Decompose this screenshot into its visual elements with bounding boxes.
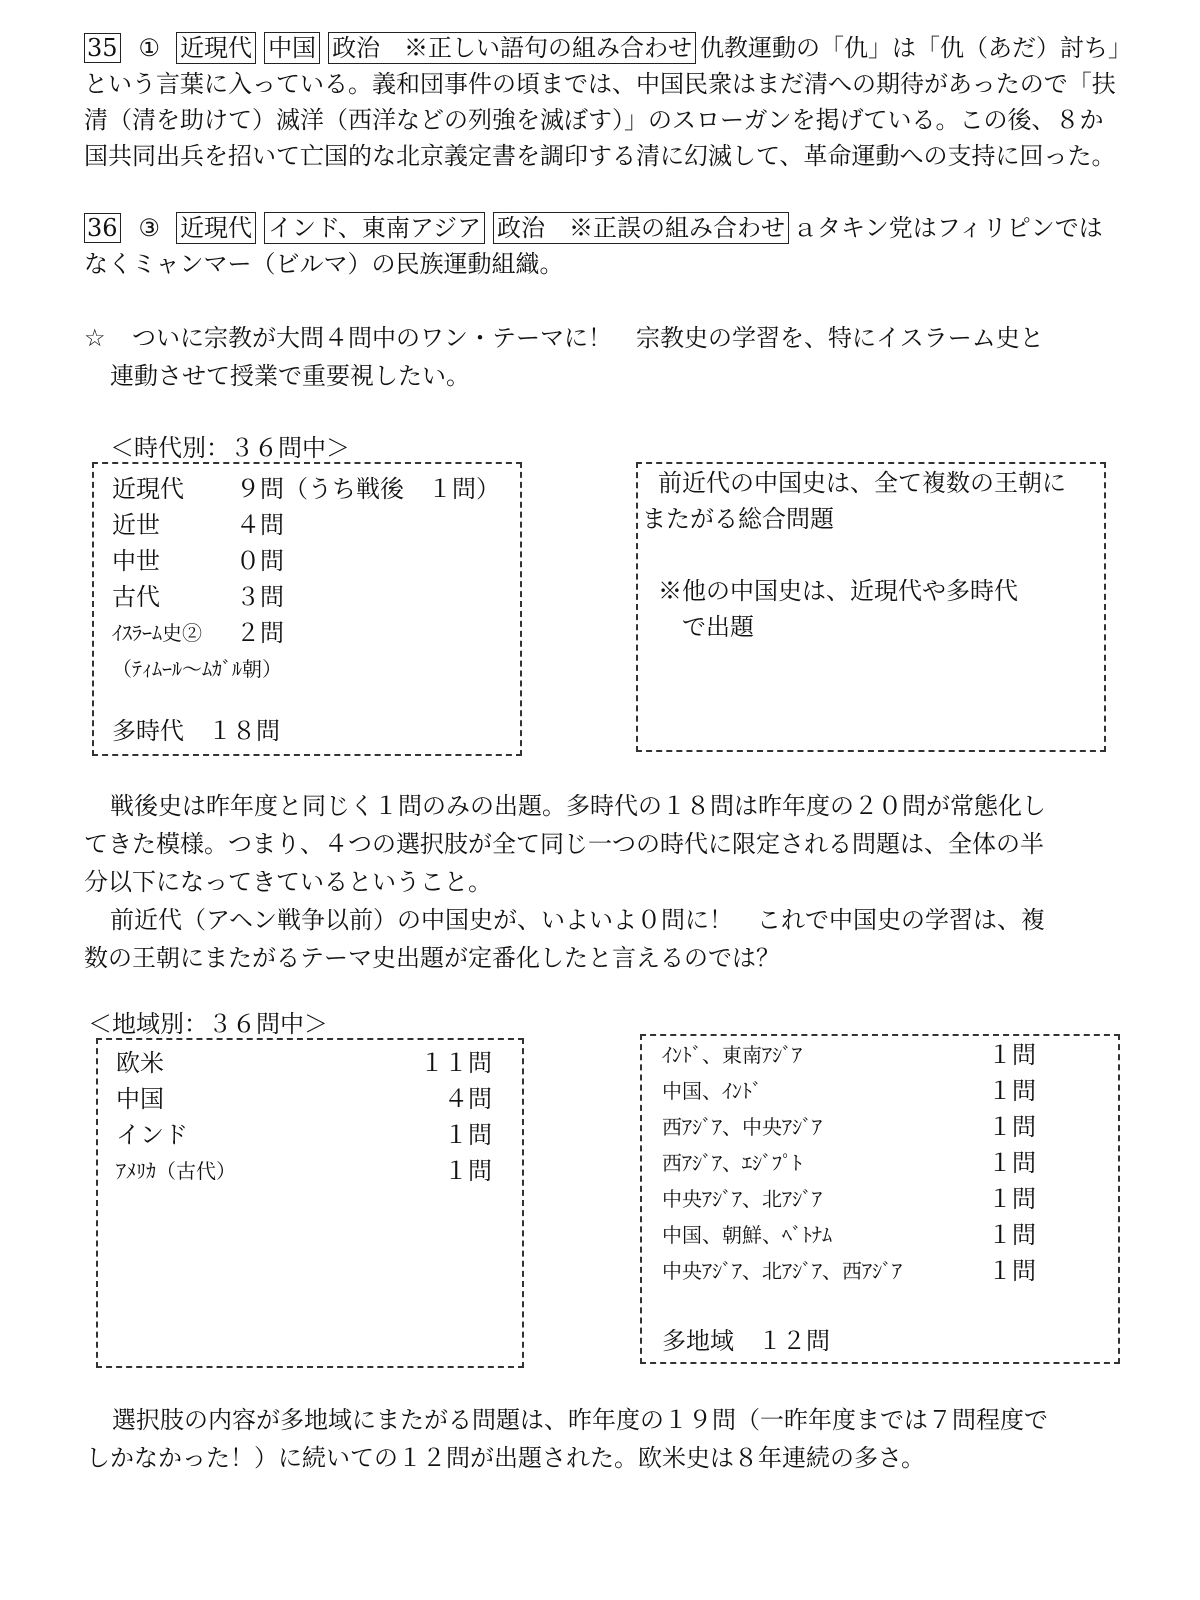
era-comment-line: 数の王朝にまたがるテーマ史出題が定番化したと言えるのでは？ <box>84 944 780 972</box>
question-explanation: 仇教運動の「仇」は「仇（あだ）討ち」という言葉に入っている。義和団事件の頃までは、中国民衆はまだ清への期待があったので「扶清（清を助けて）滅洋（西洋などの列強を滅ぼす）」のスローガンを掲げている。この後、８か国共同出兵を招いて亡国的な北京義定書を調印する清に幻滅して、革命運動への支持に回った。 <box>84 34 1121 170</box>
question-number: 36 <box>84 213 121 243</box>
tag-region: 中国 <box>264 32 320 64</box>
region-row-label: 西ｱｼﾞｱ、中央ｱｼﾞｱ <box>662 1115 822 1139</box>
china-note-box <box>636 462 1106 752</box>
region-row-value: １１問 <box>420 1049 492 1077</box>
era-box <box>92 462 522 756</box>
region-row-label: 中国、朝鮮、ﾍﾞﾄﾅﾑ <box>662 1223 832 1247</box>
region-row-label: 中央ｱｼﾞｱ、北ｱｼﾞｱ、西ｱｼﾞｱ <box>662 1259 902 1283</box>
region-left-box <box>96 1038 524 1368</box>
question-35 <box>84 30 1124 174</box>
region-row-value: １問 <box>988 1221 1036 1249</box>
region-comment-line: 選択肢の内容が多地域にまたがる問題は、昨年度の１９問（一昨年度までは７問程度で <box>112 1406 1048 1434</box>
region-row-label: ｱﾒﾘｶ（古代） <box>116 1159 236 1183</box>
era-row-value: ９問（うち戦後 １問） <box>236 475 500 503</box>
china-note-line-4: で出題 <box>682 613 754 641</box>
question-number: 35 <box>84 33 121 63</box>
china-note-line-1: 前近代の中国史は、全て複数の王朝に <box>658 469 1066 497</box>
tag-era: 近現代 <box>176 212 256 244</box>
era-comment-line: 戦後史は昨年度と同じく１問のみの出題。多時代の１８問は昨年度の２０問が常態化し <box>110 792 1046 820</box>
region-row-value: １問 <box>988 1041 1036 1069</box>
region-row-value: １問 <box>988 1257 1036 1285</box>
question-explanation: ａタキン党はフィリピンではなくミャンマー（ビルマ）の民族運動組織。 <box>84 214 1103 278</box>
region-row-label: 中央ｱｼﾞｱ、北ｱｼﾞｱ <box>662 1187 822 1211</box>
region-row-label: 中国 <box>116 1085 164 1113</box>
region-row-label: 欧米 <box>116 1049 164 1077</box>
region-row-value: １問 <box>988 1149 1036 1177</box>
era-comment-line: 分以下になってきているということ。 <box>84 868 492 896</box>
era-multi: 多時代 １８問 <box>112 717 280 745</box>
china-note-line-3: ※他の中国史は、近現代や多時代 <box>658 577 1018 605</box>
region-row-value: １問 <box>988 1113 1036 1141</box>
note-line-1: ついに宗教が大問４問中のワン・テーマに！ 宗教史の学習を、特にイスラーム史と <box>132 324 1044 352</box>
region-row-value: ４問 <box>444 1085 492 1113</box>
region-row-label: 中国、ｲﾝﾄﾞ <box>662 1079 762 1103</box>
era-row-label: 近世 <box>112 511 160 539</box>
question-36 <box>84 210 1124 282</box>
star-icon: ☆ <box>84 324 106 352</box>
tag-era: 近現代 <box>176 32 256 64</box>
region-right-box <box>640 1034 1120 1364</box>
region-heading: ＜地域別：３６問中＞ <box>88 1010 328 1038</box>
region-row-value: １問 <box>444 1157 492 1185</box>
era-row-value: ２問 <box>236 619 284 647</box>
tag-field: 政治 ※正誤の組み合わせ <box>493 212 789 244</box>
region-row-value: １問 <box>988 1077 1036 1105</box>
region-row-value: １問 <box>988 1185 1036 1213</box>
era-row-label: 近現代 <box>112 475 184 503</box>
tag-region: インド、東南アジア <box>264 212 485 244</box>
region-row-value: １問 <box>444 1121 492 1149</box>
era-comment-line: てきた模様。つまり、４つの選択肢が全て同じ一つの時代に限定される問題は、全体の半 <box>84 830 1044 858</box>
answer-mark: ③ <box>138 214 161 242</box>
note-line-2: 連動させて授業で重要視したい。 <box>110 362 470 390</box>
region-multi: 多地域 １２問 <box>662 1327 830 1355</box>
era-row-value: ４問 <box>236 511 284 539</box>
era-sub-note: （ﾃｨﾑｰﾙ〜ﾑｶﾞﾙ朝） <box>112 657 282 681</box>
answer-mark: ① <box>138 34 161 62</box>
era-row-label: 古代 <box>112 583 160 611</box>
era-comment-line: 前近代（アヘン戦争以前）の中国史が、いよいよ０問に！ これで中国史の学習は、複 <box>110 906 1046 934</box>
region-row-label: ｲﾝﾄﾞ、東南ｱｼﾞｱ <box>662 1043 802 1067</box>
tag-field: 政治 ※正しい語句の組み合わせ <box>328 32 696 64</box>
era-row-value: ０問 <box>236 547 284 575</box>
region-row-label: 西ｱｼﾞｱ、ｴｼﾞﾌﾟﾄ <box>662 1151 802 1175</box>
era-row-value: ３問 <box>236 583 284 611</box>
china-note-line-2: またがる総合問題 <box>642 505 834 533</box>
era-heading: ＜時代別：３６問中＞ <box>110 434 350 462</box>
region-comment-line: しかなかった！）に続いての１２問が出題された。欧米史は８年連続の多さ。 <box>86 1444 926 1472</box>
region-row-label: インド <box>116 1121 188 1149</box>
era-row-label: 中世 <box>112 547 160 575</box>
era-row-label: ｲｽﾗｰﾑ史② <box>112 621 202 645</box>
